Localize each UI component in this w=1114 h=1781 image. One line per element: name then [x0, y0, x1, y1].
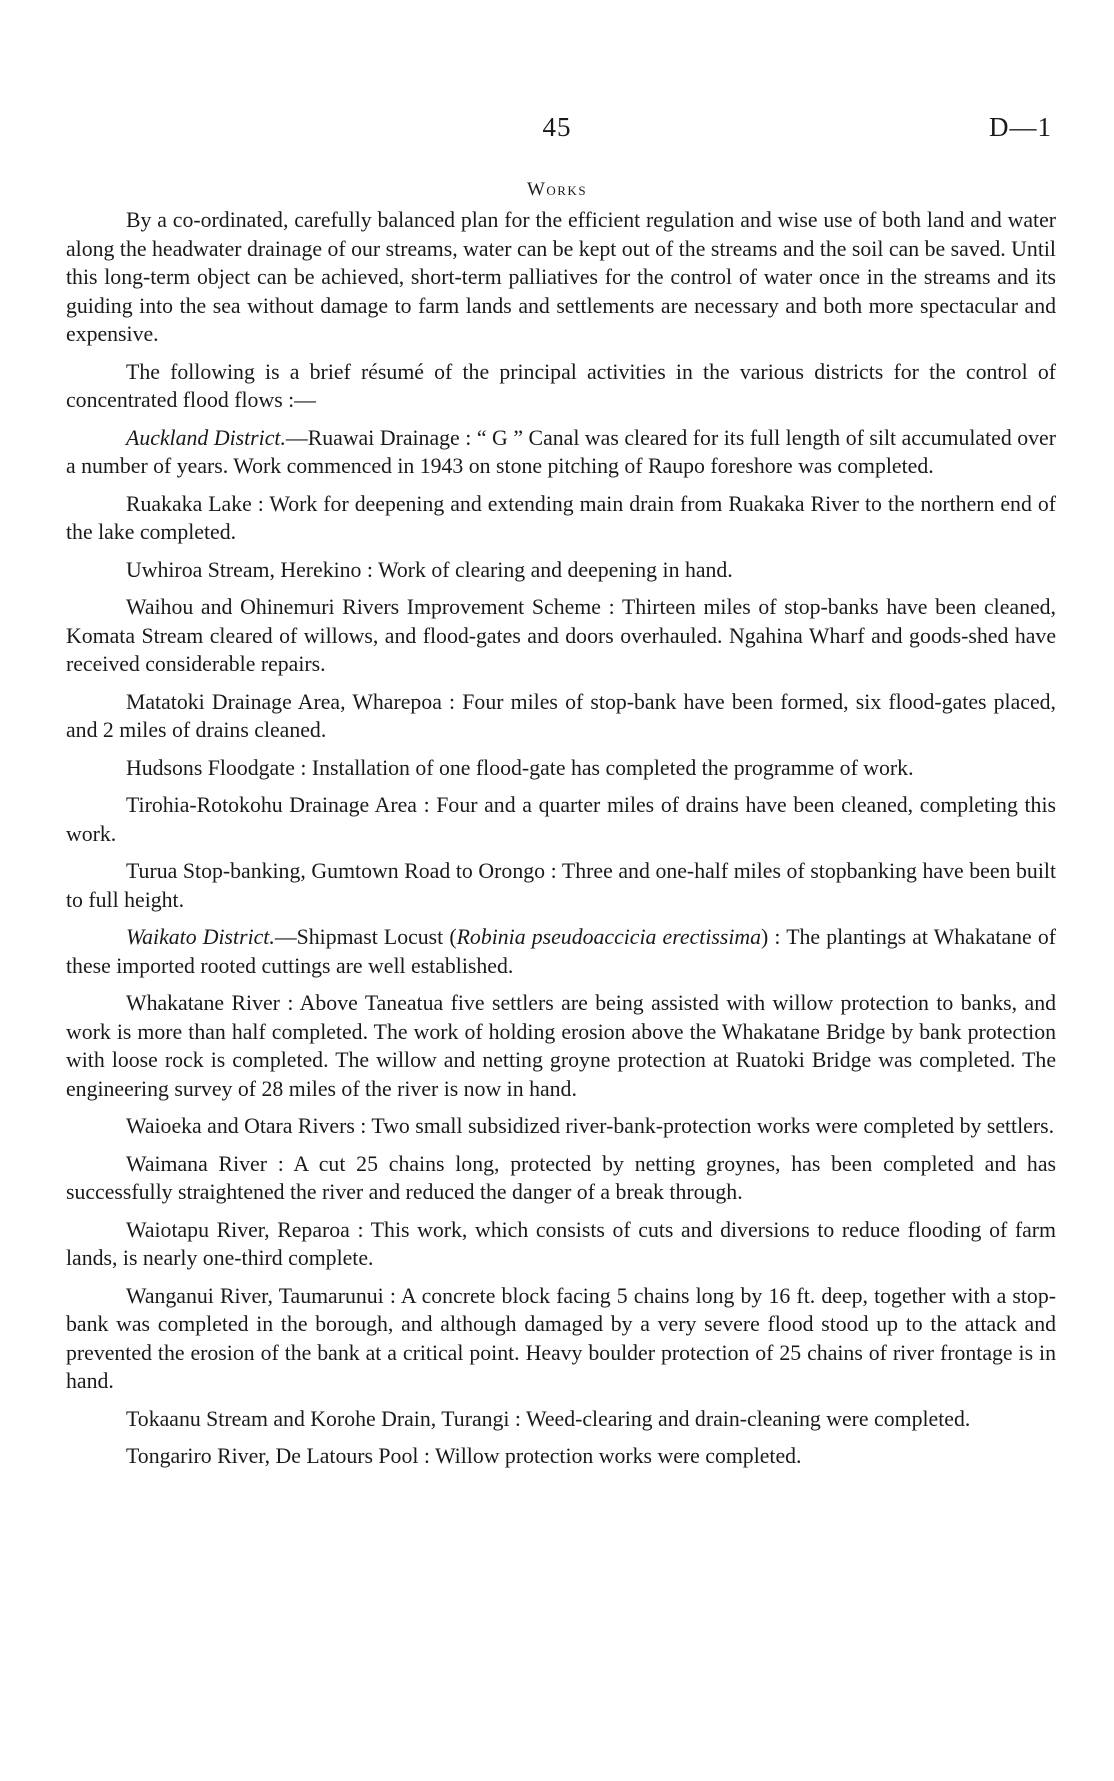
paragraph: Hudsons Floodgate : Installation of one flood-gate has completed the programme of work.: [126, 755, 914, 780]
paragraph: Turua Stop-banking, Gumtown Road to Orongo : Three and one-half miles of stopbanking have been built to full height.: [66, 859, 1056, 912]
district-heading: Waikato District.: [126, 925, 275, 949]
paragraph: The following is a brief résumé of the principal activities in the various districts for the control of concentrated flood flows :—: [66, 359, 1056, 412]
species-name: Robinia pseudoaccicia erectissima: [456, 925, 762, 949]
paragraph: Waikato District.—Shipmast Locust (Robinia pseudoaccicia erectissima) : The plantings at Whakatane of these imported rooted cuttings are well established.: [66, 925, 1057, 978]
section-title: Works: [526, 179, 588, 200]
paragraph: Waimana River : A cut 25 chains long, protected by netting groynes, has been completed and has successfully straightened the river and reduced the danger of a break through.: [66, 1151, 1056, 1204]
paragraph: Ruakaka Lake : Work for deepening and extending main drain from Ruakaka River to the northern end of the lake completed.: [66, 491, 1056, 544]
paragraph: By a co-ordinated, carefully balanced plan for the efficient regulation and wise use of both land and water along the headwater drainage of our streams, water can be kept out of the streams and the soil can be saved. Until this long-term object can be achieved, short-term palliatives for the control of water once in the streams and its guiding into the sea without damage to farm lands and settlements are necessary and both more spectacular and expensive.: [66, 208, 1056, 346]
paragraph: Waiotapu River, Reparoa : This work, which consists of cuts and diversions to reduce flooding of farm lands, is nearly one-third complete.: [66, 1217, 1056, 1270]
paragraph: Tongariro River, De Latours Pool : Willow protection works were completed.: [126, 1444, 802, 1468]
district-heading: Auckland District.: [126, 425, 286, 450]
paragraph: Whakatane River : Above Taneatua five settlers are being assisted with willow protection to banks, and work is more than half completed. The work of holding erosion above the Whakatane Bridge by bank protection with loose rock is completed. The willow and netting groyne protection at Ruatoki Bridge was completed. The engineering survey of 28 miles of the river is now in hand.: [66, 991, 1056, 1101]
paragraph: Matatoki Drainage Area, Wharepoa : Four miles of stop-bank have been formed, six flood-gates placed, and 2 miles of drains cleaned.: [66, 689, 1056, 742]
page-number: 45: [542, 112, 572, 142]
paragraph: Auckland District.—Ruawai Drainage : “ G ” Canal was cleared for its full length of silt accumulated over a number of years. Work commenced in 1943 on stone pitching of Raupo foreshore was completed.: [66, 425, 1056, 478]
body-text: [66, 206, 1056, 1480]
paragraph: Tirohia-Rotokohu Drainage Area : Four and a quarter miles of drains have been cleaned, completing this work.: [66, 793, 1056, 846]
paragraph: Tokaanu Stream and Korohe Drain, Turangi : Weed-clearing and drain-cleaning were completed.: [126, 1406, 971, 1431]
paragraph: Waioeka and Otara Rivers : Two small subsidized river-bank-protection works were completed by settlers.: [126, 1114, 1055, 1138]
paragraph: Wanganui River, Taumarunui : A concrete block facing 5 chains long by 16 ft. deep, together with a stop-bank was completed in the borough, and although damaged by a very severe flood stood up to the attack and prevented the erosion of the bank at a critical point. Heavy boulder protection of 25 chains of river frontage is in hand.: [66, 1283, 1056, 1393]
paragraph: Uwhiroa Stream, Herekino : Work of clearing and deepening in hand.: [126, 557, 733, 582]
document-reference: D—1: [989, 112, 1052, 142]
paragraph: Waihou and Ohinemuri Rivers Improvement Scheme : Thirteen miles of stop-banks have been cleaned, Komata Stream cleared of willows, and flood-gates and doors overhauled. Ngahina Wharf and goods-shed have received considerable repairs.: [66, 595, 1056, 676]
